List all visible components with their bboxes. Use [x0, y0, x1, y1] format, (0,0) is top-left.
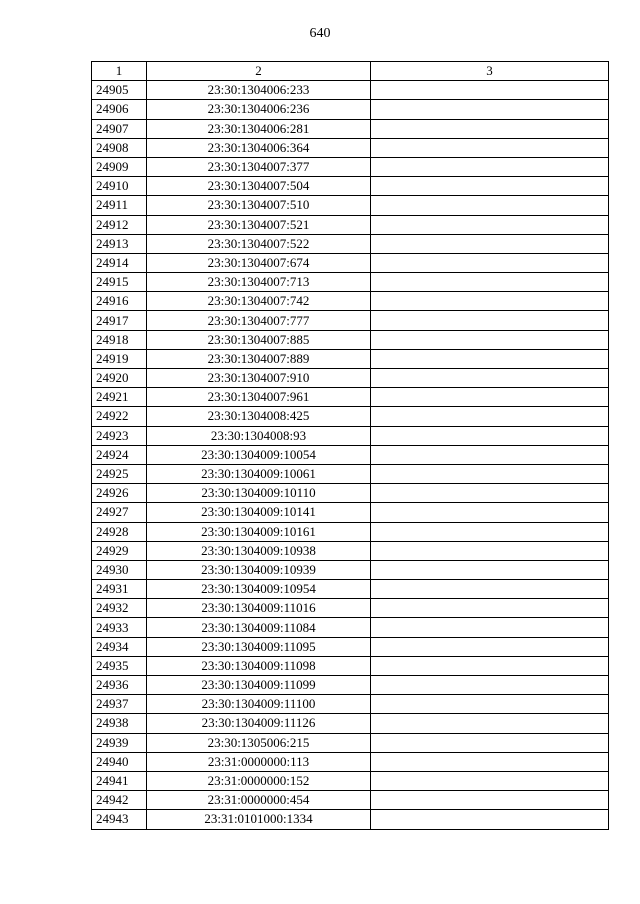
cadastral-number-cell: 23:30:1304007:885 — [147, 330, 371, 349]
cadastral-number-cell: 23:30:1304009:10938 — [147, 541, 371, 560]
cadastral-number-cell: 23:30:1304009:11126 — [147, 714, 371, 733]
row-number-cell: 24917 — [92, 311, 147, 330]
table-row — [92, 369, 609, 388]
notes-cell — [371, 771, 609, 790]
table-row — [92, 119, 609, 138]
notes-cell — [371, 810, 609, 829]
notes-cell — [371, 119, 609, 138]
cadastral-number-cell: 23:30:1304009:11016 — [147, 599, 371, 618]
table-row — [92, 426, 609, 445]
table-row — [92, 196, 609, 215]
notes-cell — [371, 656, 609, 675]
table-row — [92, 484, 609, 503]
cadastral-number-cell: 23:30:1304006:233 — [147, 81, 371, 100]
row-number-cell: 24912 — [92, 215, 147, 234]
table-row — [92, 311, 609, 330]
notes-cell — [371, 503, 609, 522]
row-number-cell: 24930 — [92, 560, 147, 579]
table-row — [92, 541, 609, 560]
notes-cell — [371, 484, 609, 503]
column-header-3: 3 — [371, 62, 609, 81]
notes-cell — [371, 791, 609, 810]
notes-cell — [371, 676, 609, 695]
notes-cell — [371, 215, 609, 234]
row-number-cell: 24942 — [92, 791, 147, 810]
column-header-1: 1 — [92, 62, 147, 81]
row-number-cell: 24909 — [92, 157, 147, 176]
notes-cell — [371, 177, 609, 196]
row-number-cell: 24937 — [92, 695, 147, 714]
notes-cell — [371, 752, 609, 771]
table-row — [92, 618, 609, 637]
row-number-cell: 24926 — [92, 484, 147, 503]
row-number-cell: 24927 — [92, 503, 147, 522]
notes-cell — [371, 81, 609, 100]
cadastral-number-cell: 23:30:1304009:10161 — [147, 522, 371, 541]
row-number-cell: 24905 — [92, 81, 147, 100]
table-row — [92, 637, 609, 656]
cadastral-table — [91, 61, 609, 830]
notes-cell — [371, 464, 609, 483]
notes-cell — [371, 541, 609, 560]
cadastral-number-cell: 23:30:1304009:10141 — [147, 503, 371, 522]
row-number-cell: 24929 — [92, 541, 147, 560]
table-row — [92, 676, 609, 695]
notes-cell — [371, 138, 609, 157]
cadastral-number-cell: 23:30:1304009:11084 — [147, 618, 371, 637]
row-number-cell: 24934 — [92, 637, 147, 656]
row-number-cell: 24933 — [92, 618, 147, 637]
notes-cell — [371, 714, 609, 733]
notes-cell — [371, 157, 609, 176]
cadastral-number-cell: 23:30:1304007:510 — [147, 196, 371, 215]
table-row — [92, 177, 609, 196]
table-row — [92, 100, 609, 119]
cadastral-number-cell: 23:31:0000000:454 — [147, 791, 371, 810]
table-row — [92, 522, 609, 541]
cadastral-number-cell: 23:31:0000000:113 — [147, 752, 371, 771]
table-row — [92, 580, 609, 599]
row-number-cell: 24915 — [92, 273, 147, 292]
cadastral-number-cell: 23:30:1304009:10110 — [147, 484, 371, 503]
table-row — [92, 157, 609, 176]
notes-cell — [371, 273, 609, 292]
cadastral-number-cell: 23:30:1304008:93 — [147, 426, 371, 445]
notes-cell — [371, 349, 609, 368]
row-number-cell: 24924 — [92, 445, 147, 464]
cadastral-number-cell: 23:30:1304007:521 — [147, 215, 371, 234]
table-row — [92, 292, 609, 311]
cadastral-number-cell: 23:30:1304009:10954 — [147, 580, 371, 599]
row-number-cell: 24925 — [92, 464, 147, 483]
table-row — [92, 714, 609, 733]
cadastral-number-cell: 23:30:1304007:377 — [147, 157, 371, 176]
table-header-row — [92, 62, 609, 81]
table-body — [92, 81, 609, 829]
row-number-cell: 24906 — [92, 100, 147, 119]
table-row — [92, 810, 609, 829]
cadastral-number-cell: 23:30:1304007:910 — [147, 369, 371, 388]
notes-cell — [371, 637, 609, 656]
row-number-cell: 24941 — [92, 771, 147, 790]
row-number-cell: 24911 — [92, 196, 147, 215]
notes-cell — [371, 522, 609, 541]
table-row — [92, 503, 609, 522]
notes-cell — [371, 560, 609, 579]
row-number-cell: 24931 — [92, 580, 147, 599]
row-number-cell: 24939 — [92, 733, 147, 752]
notes-cell — [371, 196, 609, 215]
cadastral-number-cell: 23:31:0000000:152 — [147, 771, 371, 790]
notes-cell — [371, 407, 609, 426]
cadastral-number-cell: 23:30:1304009:11100 — [147, 695, 371, 714]
row-number-cell: 24910 — [92, 177, 147, 196]
cadastral-number-cell: 23:30:1304009:10054 — [147, 445, 371, 464]
notes-cell — [371, 733, 609, 752]
row-number-cell: 24928 — [92, 522, 147, 541]
table-row — [92, 733, 609, 752]
cadastral-number-cell: 23:30:1304009:11098 — [147, 656, 371, 675]
cadastral-number-cell: 23:30:1304006:364 — [147, 138, 371, 157]
notes-cell — [371, 580, 609, 599]
table-row — [92, 791, 609, 810]
cadastral-number-cell: 23:30:1304007:713 — [147, 273, 371, 292]
cadastral-number-cell: 23:30:1304006:281 — [147, 119, 371, 138]
table-row — [92, 81, 609, 100]
cadastral-number-cell: 23:30:1304007:522 — [147, 234, 371, 253]
notes-cell — [371, 292, 609, 311]
cadastral-number-cell: 23:30:1305006:215 — [147, 733, 371, 752]
notes-cell — [371, 253, 609, 272]
table-row — [92, 388, 609, 407]
notes-cell — [371, 330, 609, 349]
table-row — [92, 695, 609, 714]
cadastral-number-cell: 23:30:1304007:742 — [147, 292, 371, 311]
table-row — [92, 445, 609, 464]
cadastral-number-cell: 23:30:1304007:674 — [147, 253, 371, 272]
row-number-cell: 24923 — [92, 426, 147, 445]
notes-cell — [371, 388, 609, 407]
table-row — [92, 771, 609, 790]
row-number-cell: 24932 — [92, 599, 147, 618]
row-number-cell: 24907 — [92, 119, 147, 138]
table-row — [92, 656, 609, 675]
notes-cell — [371, 369, 609, 388]
row-number-cell: 24940 — [92, 752, 147, 771]
cadastral-number-cell: 23:30:1304009:11095 — [147, 637, 371, 656]
cadastral-number-cell: 23:30:1304007:504 — [147, 177, 371, 196]
notes-cell — [371, 426, 609, 445]
cadastral-number-cell: 23:30:1304009:11099 — [147, 676, 371, 695]
cadastral-number-cell: 23:30:1304009:10939 — [147, 560, 371, 579]
notes-cell — [371, 618, 609, 637]
row-number-cell: 24921 — [92, 388, 147, 407]
row-number-cell: 24922 — [92, 407, 147, 426]
cadastral-number-cell: 23:30:1304009:10061 — [147, 464, 371, 483]
row-number-cell: 24943 — [92, 810, 147, 829]
row-number-cell: 24936 — [92, 676, 147, 695]
row-number-cell: 24914 — [92, 253, 147, 272]
table-row — [92, 560, 609, 579]
cadastral-number-cell: 23:30:1304008:425 — [147, 407, 371, 426]
page-number: 640 — [309, 26, 331, 41]
table-row — [92, 234, 609, 253]
row-number-cell: 24938 — [92, 714, 147, 733]
row-number-cell: 24935 — [92, 656, 147, 675]
table-row — [92, 407, 609, 426]
table-row — [92, 138, 609, 157]
table-row — [92, 253, 609, 272]
cadastral-number-cell: 23:31:0101000:1334 — [147, 810, 371, 829]
table-row — [92, 330, 609, 349]
table-row — [92, 349, 609, 368]
table-row — [92, 464, 609, 483]
row-number-cell: 24908 — [92, 138, 147, 157]
row-number-cell: 24919 — [92, 349, 147, 368]
notes-cell — [371, 311, 609, 330]
row-number-cell: 24916 — [92, 292, 147, 311]
table-row — [92, 273, 609, 292]
cadastral-number-cell: 23:30:1304007:777 — [147, 311, 371, 330]
row-number-cell: 24913 — [92, 234, 147, 253]
table-row — [92, 599, 609, 618]
row-number-cell: 24920 — [92, 369, 147, 388]
cadastral-number-cell: 23:30:1304007:889 — [147, 349, 371, 368]
notes-cell — [371, 234, 609, 253]
cadastral-number-cell: 23:30:1304007:961 — [147, 388, 371, 407]
notes-cell — [371, 100, 609, 119]
table-row — [92, 215, 609, 234]
notes-cell — [371, 695, 609, 714]
column-header-2: 2 — [147, 62, 371, 81]
row-number-cell: 24918 — [92, 330, 147, 349]
notes-cell — [371, 445, 609, 464]
notes-cell — [371, 599, 609, 618]
table-row — [92, 752, 609, 771]
cadastral-number-cell: 23:30:1304006:236 — [147, 100, 371, 119]
